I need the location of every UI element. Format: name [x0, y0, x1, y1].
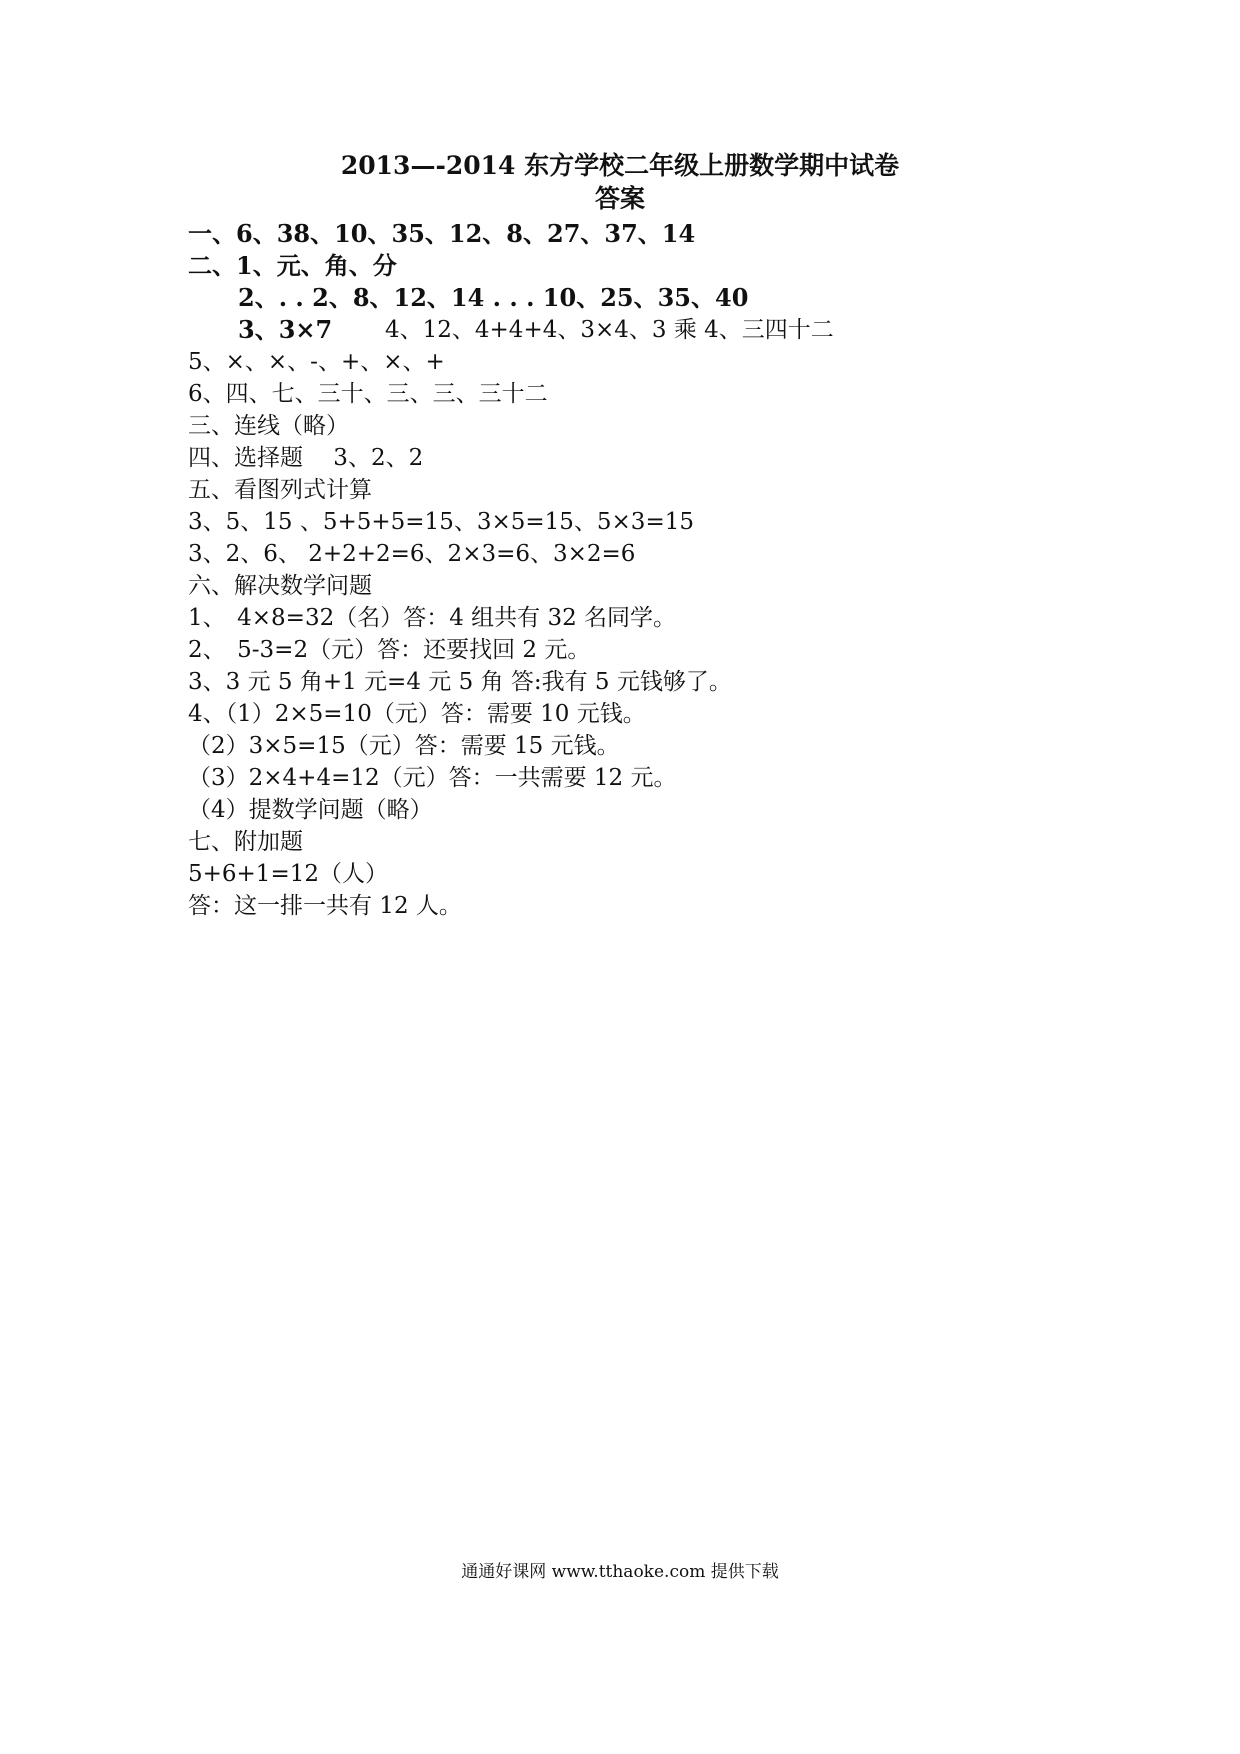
answer-section-3: 三、连线（略）	[188, 413, 349, 439]
answer-section-2-item-4: 4、12、4+4+4、3×4、3 乘 4、三四十二	[385, 317, 834, 343]
answer-section-6-heading: 六、解决数学问题	[188, 573, 372, 599]
answer-section-6-item-4-4: （4）提数学问题（略）	[188, 797, 433, 823]
page-footer: 通通好课网 www.tthaoke.com 提供下载	[461, 1562, 779, 1582]
answer-section-7-heading: 七、附加题	[188, 829, 303, 855]
answer-section-5-heading: 五、看图列式计算	[188, 477, 372, 503]
answer-section-4: 四、选择题 3、2、2	[188, 445, 424, 471]
answer-section-6-item-4-3: （3）2×4+4=12（元）答：一共需要 12 元。	[188, 765, 677, 791]
answer-section-2-item-2: 2、. . 2、8、12、14 . . . 10、25、35、40	[238, 283, 749, 312]
answer-section-7-item-2: 答：这一排一共有 12 人。	[188, 893, 462, 919]
answer-section-7-item-1: 5+6+1=12（人）	[188, 861, 388, 887]
answer-section-2-item-6: 6、四、七、三十、三、三、三十二	[188, 381, 548, 407]
answer-section-6-item-1: 1、 4×8=32（名）答：4 组共有 32 名同学。	[188, 605, 677, 631]
answer-section-1: 一、6、38、10、35、12、8、27、37、14	[188, 219, 696, 248]
page-subtitle: 答案	[594, 184, 645, 213]
page-title: 2013—-2014 东方学校二年级上册数学期中试卷	[340, 151, 900, 180]
answer-section-6-item-4-1: 4、（1）2×5=10（元）答：需要 10 元钱。	[188, 701, 646, 727]
answer-section-2-item-3: 3、3×7	[238, 315, 333, 344]
answer-section-5-item-2: 3、2、6、 2+2+2=6、2×3=6、3×2=6	[188, 541, 636, 567]
answer-section-2-item-5: 5、×、×、-、+、×、+	[188, 349, 445, 375]
answer-section-2-item-1: 二、1、元、角、分	[188, 251, 397, 280]
answer-section-5-item-1: 3、5、15 、5+5+5=15、3×5=15、5×3=15	[188, 509, 694, 535]
answer-section-6-item-4-2: （2）3×5=15（元）答：需要 15 元钱。	[188, 733, 620, 759]
answer-section-6-item-3: 3、3 元 5 角+1 元=4 元 5 角 答:我有 5 元钱够了。	[188, 669, 732, 695]
answer-section-6-item-2: 2、 5-3=2（元）答：还要找回 2 元。	[188, 637, 591, 663]
